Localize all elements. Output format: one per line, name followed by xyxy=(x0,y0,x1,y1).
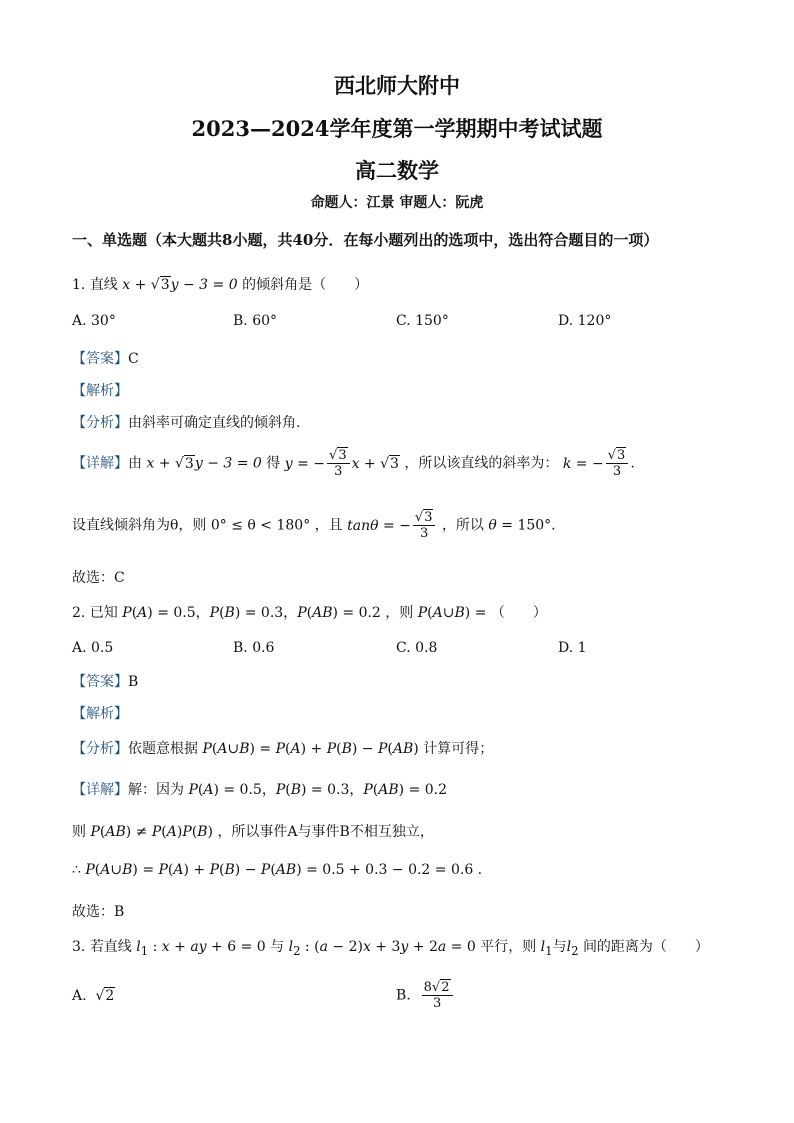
q3-option-a: A. √2 xyxy=(72,988,115,1004)
q1-option-c: C. 150° xyxy=(396,313,449,329)
q2-line2: 则 P(AB) ≠ P(A)P(B) ，所以事件A与事件B不相互独立， xyxy=(72,824,434,840)
q1-analysis-tag: 【解析】 xyxy=(72,383,128,399)
q1-fenxi: 【分析】由斜率可确定直线的倾斜角. xyxy=(72,415,301,431)
q2-conclusion: 故选：B xyxy=(72,904,125,920)
q1-line2: 设直线倾斜角为θ，则 0° ≤ θ < 180° ，且 tanθ = − $\frac{√3}{3}$ ，所以 θ = 150°. xyxy=(72,510,556,541)
q1-equation: x + √3y − 3 = 0 xyxy=(122,277,238,293)
q3-stem: 3. 若直线 $l_1$ : x + ay + 6 = 0 与 $l_2$ : (a − 2)x + 3y + 2a = 0 平行，则 $l_1$与$l_2$ 间的距离为（ ） xyxy=(72,939,709,958)
exam-title: 2023—2024学年度第一学期期中考试试题 xyxy=(191,116,603,141)
q2-detail: 【详解】解：因为 P(A) = 0.5，P(B) = 0.3，P(AB) = 0.2 xyxy=(72,782,448,798)
q2-number: 2. xyxy=(72,605,86,621)
q2-option-c: C. 0.8 xyxy=(396,640,438,656)
q2-option-b: B. 0.6 xyxy=(233,640,275,656)
q1-option-a: A. 30° xyxy=(72,313,116,329)
q2-stem: 2. 已知 P(A) = 0.5，P(B) = 0.3，P(AB) = 0.2 ，则 P(A∪B) = （ ） xyxy=(72,605,547,621)
q1-number: 1. xyxy=(72,277,86,293)
q3-option-b: B. $\frac{8√2}{3}$ xyxy=(396,980,455,1011)
q2-line3: ∴ P(A∪B) = P(A) + P(B) − P(AB) = 0.5 + 0.3 − 0.2 = 0.6 . xyxy=(72,862,483,878)
q1-answer: 【答案】C xyxy=(72,351,139,367)
q2-option-d: D. 1 xyxy=(558,640,587,656)
section-title: 一、单选题（本大题共8小题，共40分．在每小题列出的选项中，选出符合题目的一项） xyxy=(72,231,659,249)
q1-option-b: B. 60° xyxy=(233,313,278,329)
subject-title: 高二数学 xyxy=(355,158,439,183)
school-title: 西北师大附中 xyxy=(334,73,460,98)
q2-analysis-tag: 【解析】 xyxy=(72,706,128,722)
q1-conclusion: 故选：C xyxy=(72,570,125,586)
authors-line: 命题人：江景 审题人：阮虎 xyxy=(310,195,484,211)
q3-number: 3. xyxy=(72,939,86,955)
q2-option-a: A. 0.5 xyxy=(72,640,114,656)
q1-detail: 【详解】由 x + √3y − 3 = 0 得 y = − $\frac{√3}{3}$ x + √3 ，所以该直线的斜率为： k = − $\frac{√3}{3}$ . xyxy=(72,448,635,479)
q2-fenxi: 【分析】依题意根据 P(A∪B) = P(A) + P(B) − P(AB) 计算可得； xyxy=(72,741,494,757)
q1-stem: 1. 直线 x + √3y − 3 = 0 的倾斜角是（ ） xyxy=(72,277,369,293)
q2-answer: 【答案】B xyxy=(72,674,139,690)
q1-option-d: D. 120° xyxy=(558,313,612,329)
